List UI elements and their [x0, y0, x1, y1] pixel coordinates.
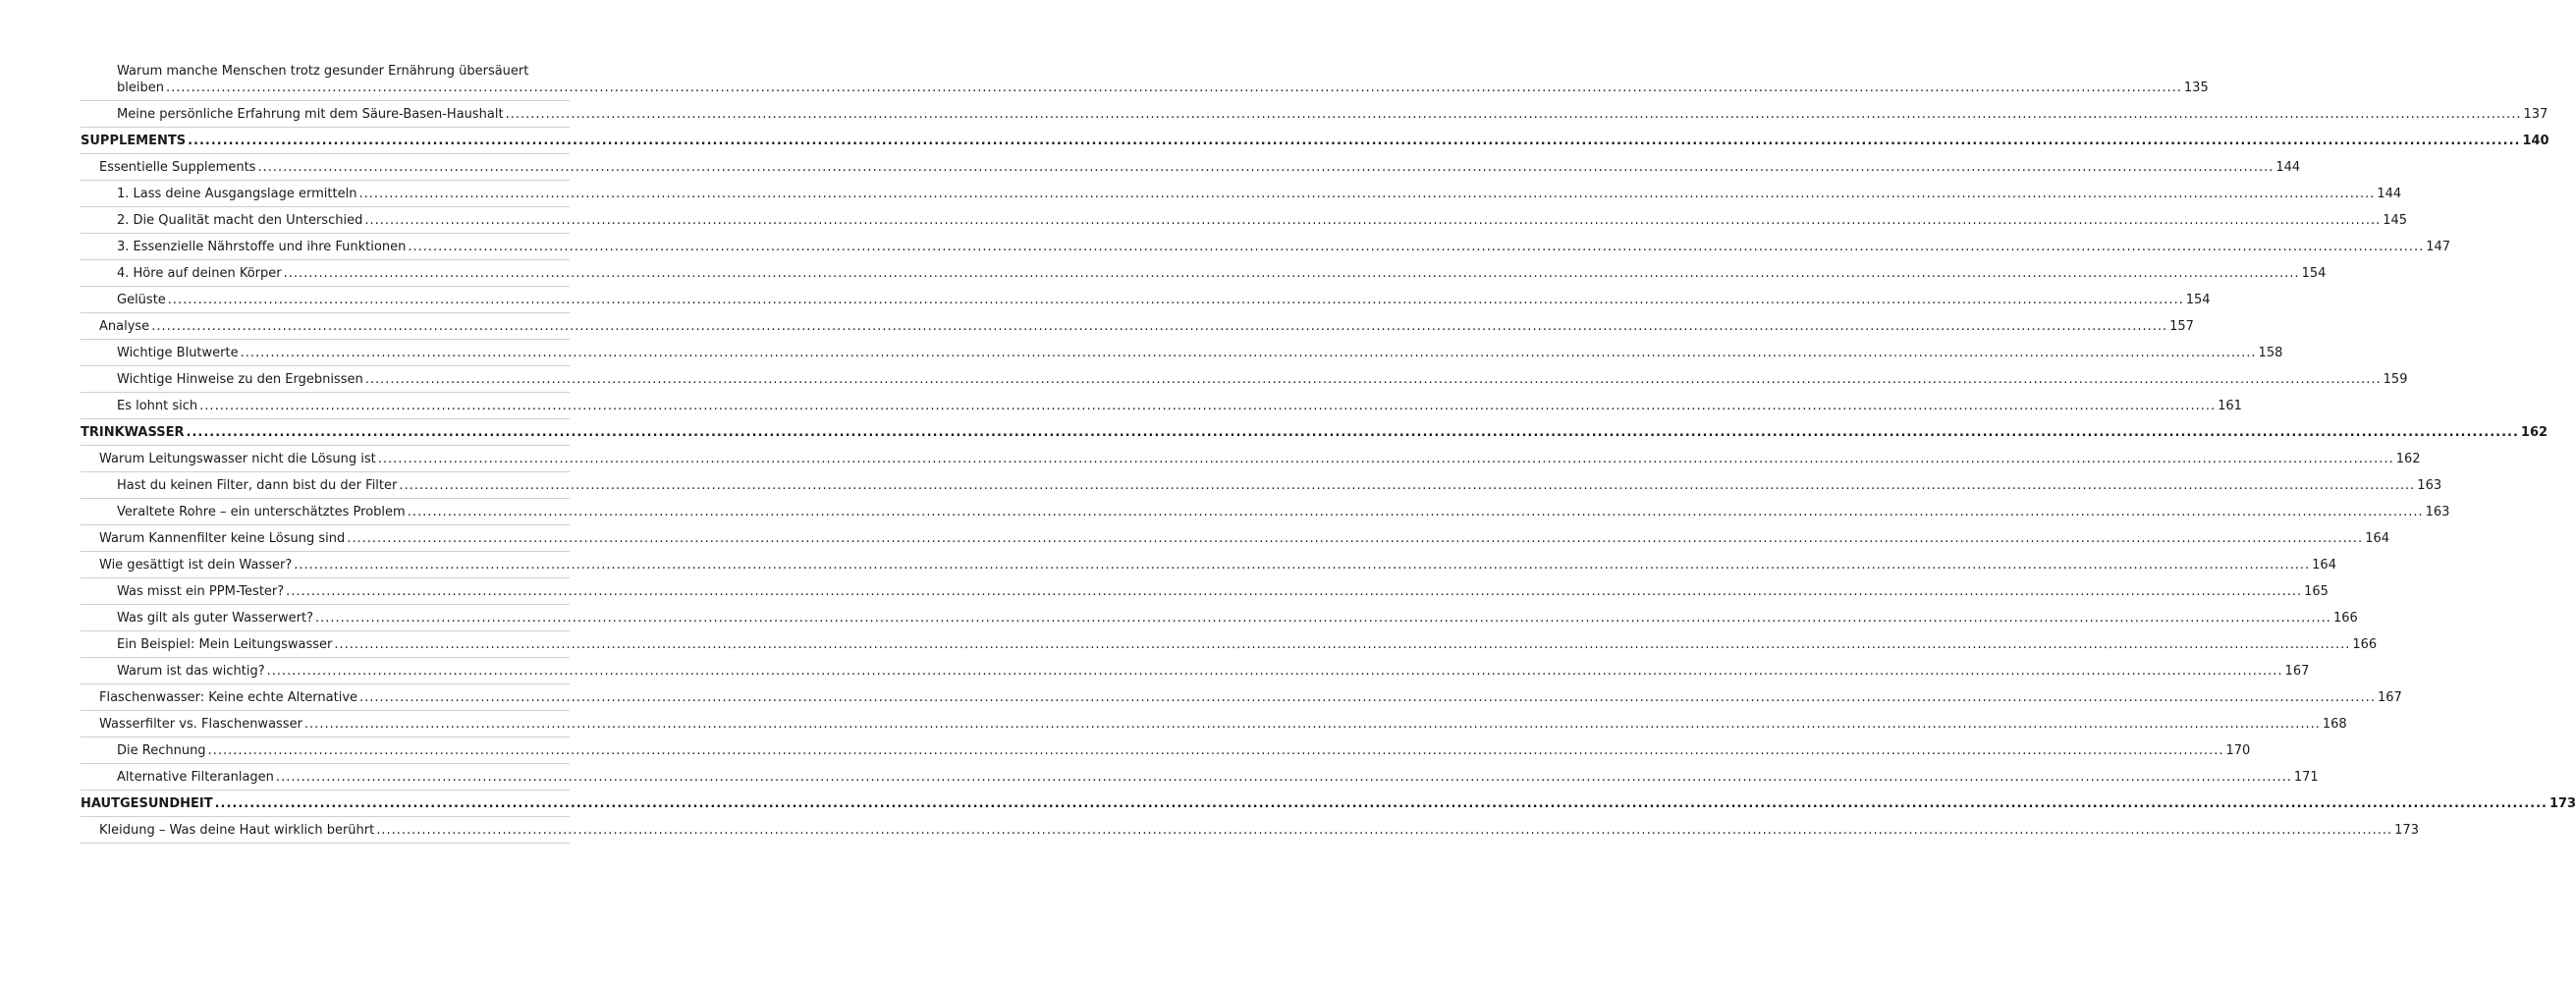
toc-entry-row: [99, 159, 2301, 176]
dot-leader: ................................................................................................................................................................................................................................................................................................................................................................................................................: [207, 743, 2224, 758]
divider: [81, 392, 570, 393]
toc-entry-title: Ein Beispiel: Mein Leitungswasser: [117, 637, 333, 652]
toc-entry-page-number: 159: [2383, 372, 2408, 387]
toc-entry-row: [117, 186, 2402, 202]
toc-entry-title: Analyse: [99, 319, 150, 334]
divider: [81, 180, 570, 181]
divider: [81, 551, 570, 552]
toc-entry-row: [99, 557, 2336, 573]
divider: [81, 604, 570, 605]
dot-leader: ................................................................................................................................................................................................................................................................................................................................................................................................................: [275, 770, 2292, 785]
toc-entry-title: 2. Die Qualität macht den Unterschied: [117, 213, 363, 228]
toc-entry-row: [117, 265, 2327, 282]
toc-entry-title: 3. Essenzielle Nährstoffe und ihre Funktionen: [117, 240, 407, 254]
divider: [81, 710, 570, 711]
toc-entry: [81, 159, 2301, 176]
toc-entry: [81, 212, 2408, 229]
toc-entry-title: Meine persönliche Erfahrung mit dem Säure-Basen-Haushalt: [117, 107, 504, 122]
dot-leader: ................................................................................................................................................................................................................................................................................................................................................................................................................: [315, 611, 2331, 626]
toc-entry-row: [117, 212, 2408, 229]
toc-entry: [81, 318, 2194, 335]
toc-entry-row: [81, 424, 2549, 441]
toc-entry: [81, 795, 2576, 812]
toc-entry-title: Alternative Filteranlagen: [117, 770, 274, 785]
toc-entry: [81, 398, 2242, 414]
toc-entry-page-number: 163: [2425, 505, 2450, 519]
toc-entry: [81, 345, 2283, 361]
divider: [81, 365, 570, 366]
toc-entry: [81, 63, 2209, 96]
toc-entry-title: Essentielle Supplements: [99, 160, 256, 175]
toc-entry-page-number: 168: [2322, 717, 2347, 732]
toc-entry-page-number: 166: [2332, 611, 2358, 626]
toc-entry-title: 4. Höre auf deinen Körper: [117, 266, 282, 281]
divider: [81, 339, 570, 340]
toc-entry-page-number: 154: [2301, 266, 2327, 281]
toc-entry: [81, 424, 2549, 441]
toc-entry: [81, 689, 2402, 706]
dot-leader: ................................................................................................................................................................................................................................................................................................................................................................................................................: [240, 346, 2257, 360]
toc-entry-row: [81, 795, 2576, 812]
toc-entry-title: Was gilt als guter Wasserwert?: [117, 611, 313, 626]
toc-entry-page-number: 154: [2185, 293, 2211, 307]
dot-leader: ................................................................................................................................................................................................................................................................................................................................................................................................................: [358, 187, 2376, 201]
dot-leader: ................................................................................................................................................................................................................................................................................................................................................................................................................: [399, 478, 2416, 493]
divider: [81, 445, 570, 446]
toc-entry-page-number: 147: [2426, 240, 2451, 254]
toc-entry: [81, 292, 2211, 308]
dot-leader: ................................................................................................................................................................................................................................................................................................................................................................................................................: [407, 505, 2424, 519]
toc-entry-row: [117, 663, 2310, 680]
divider: [81, 524, 570, 525]
toc-entry-page-number: 144: [2275, 160, 2301, 175]
toc-entry-title: SUPPLEMENTS: [81, 134, 187, 148]
toc-entry: [81, 583, 2329, 600]
toc-entry-title: Gelüste: [117, 293, 166, 307]
toc-entry-page-number: 162: [2520, 425, 2549, 440]
toc-entry-page-number: 170: [2225, 743, 2251, 758]
toc-entry: [81, 133, 2549, 149]
toc-entry-row: [117, 371, 2408, 388]
toc-entry-page-number: 145: [2383, 213, 2408, 228]
toc-entry-row: [99, 689, 2402, 706]
divider: [81, 790, 570, 791]
divider: [81, 736, 570, 737]
toc-entry-page-number: 144: [2377, 187, 2402, 201]
toc-entry: [81, 530, 2390, 547]
toc-entry: [81, 239, 2451, 255]
divider: [81, 233, 570, 234]
toc-entry-row: [117, 742, 2251, 759]
toc-entry: [81, 557, 2336, 573]
toc-entry-page-number: 166: [2352, 637, 2378, 652]
toc-entry: [81, 742, 2251, 759]
toc-entry-page-number: 162: [2395, 452, 2421, 466]
dot-leader: ................................................................................................................................................................................................................................................................................................................................................................................................................: [359, 690, 2376, 705]
toc-entry: [81, 716, 2347, 733]
toc-entry-row: [99, 318, 2194, 335]
toc-entry-title: Was misst ein PPM-Tester?: [117, 584, 285, 599]
divider: [81, 286, 570, 287]
toc-entry-row: [117, 769, 2319, 786]
dot-leader: ................................................................................................................................................................................................................................................................................................................................................................................................................: [188, 134, 2521, 148]
toc-entry: [81, 504, 2450, 520]
toc-entry: [81, 451, 2421, 467]
divider: [81, 418, 570, 419]
toc-entry-row: [117, 345, 2283, 361]
divider: [81, 206, 570, 207]
toc-entry-page-number: 167: [2284, 664, 2310, 679]
dot-leader: ................................................................................................................................................................................................................................................................................................................................................................................................................: [377, 452, 2394, 466]
toc-entry-page-number: 161: [2218, 399, 2242, 413]
toc-entry-page-number: 157: [2169, 319, 2194, 334]
toc-entry-page-number: 171: [2293, 770, 2319, 785]
dot-leader: ................................................................................................................................................................................................................................................................................................................................................................................................................: [376, 823, 2393, 838]
toc-entry-page-number: 167: [2377, 690, 2402, 705]
toc-entry-title: Warum ist das wichtig?: [117, 664, 265, 679]
dot-leader: ................................................................................................................................................................................................................................................................................................................................................................................................................: [286, 584, 2303, 599]
toc-entry-title: Flaschenwasser: Keine echte Alternative: [99, 690, 358, 705]
toc-entry-row: [117, 504, 2450, 520]
dot-leader: ................................................................................................................................................................................................................................................................................................................................................................................................................: [347, 531, 2364, 546]
toc-entry-row: [117, 292, 2211, 308]
dot-leader: ................................................................................................................................................................................................................................................................................................................................................................................................................: [505, 107, 2522, 122]
toc-entry-title: Veraltete Rohre – ein unterschätztes Problem: [117, 505, 406, 519]
toc-entry-row: [117, 583, 2329, 600]
toc-entry: [81, 822, 2419, 839]
toc-entry: [81, 106, 2549, 123]
toc-entry-title: Es lohnt sich: [117, 399, 198, 413]
toc-entry-page-number: 140: [2522, 134, 2549, 148]
divider: [81, 630, 570, 631]
divider: [81, 763, 570, 764]
toc-entry-title: TRINKWASSER: [81, 425, 185, 440]
toc-entry-title: Kleidung – Was deine Haut wirklich berührt: [99, 823, 375, 838]
dot-leader: ................................................................................................................................................................................................................................................................................................................................................................................................................: [214, 796, 2548, 811]
divider: [81, 127, 570, 128]
dot-leader: ................................................................................................................................................................................................................................................................................................................................................................................................................: [294, 558, 2311, 573]
toc-entry: [81, 636, 2378, 653]
toc-entry-row: [117, 610, 2358, 627]
toc-entry-title: Wie gesättigt ist dein Wasser?: [99, 558, 293, 573]
toc-entry-row: [99, 822, 2419, 839]
toc-entry-title: HAUTGESUNDHEIT: [81, 796, 213, 811]
table-of-contents: [81, 63, 2576, 848]
toc-entry-page-number: 158: [2258, 346, 2283, 360]
toc-entry-title: Wasserfilter vs. Flaschenwasser: [99, 717, 302, 732]
toc-entry-title: Warum Kannenfilter keine Lösung sind: [99, 531, 346, 546]
toc-entry-title: Wichtige Blutwerte: [117, 346, 239, 360]
divider: [81, 312, 570, 313]
toc-entry: [81, 371, 2408, 388]
dot-leader: ................................................................................................................................................................................................................................................................................................................................................................................................................: [257, 160, 2275, 175]
divider: [81, 843, 570, 844]
divider: [81, 577, 570, 578]
toc-entry-page-number: 137: [2523, 107, 2549, 122]
toc-entry-page-number: 165: [2304, 584, 2329, 599]
dot-leader: ................................................................................................................................................................................................................................................................................................................................................................................................................: [283, 266, 2300, 281]
toc-entry: [81, 265, 2327, 282]
dot-leader: ................................................................................................................................................................................................................................................................................................................................................................................................................: [364, 213, 2382, 228]
toc-entry: [81, 769, 2319, 786]
divider: [81, 657, 570, 658]
toc-entry-row: [99, 530, 2390, 547]
toc-entry-row: [99, 451, 2421, 467]
dot-leader: ................................................................................................................................................................................................................................................................................................................................................................................................................: [303, 717, 2321, 732]
toc-entry-page-number: 135: [2183, 81, 2209, 95]
dot-leader: ................................................................................................................................................................................................................................................................................................................................................................................................................: [186, 425, 2519, 440]
dot-leader: ................................................................................................................................................................................................................................................................................................................................................................................................................: [266, 664, 2283, 679]
toc-entry-title-line1: Warum manche Menschen trotz gesunder Ernährung übersäuert: [117, 64, 529, 79]
toc-entry-title: Wichtige Hinweise zu den Ergebnissen: [117, 372, 363, 387]
divider: [81, 683, 570, 684]
divider: [81, 498, 570, 499]
toc-entry-row: [117, 239, 2451, 255]
toc-entry-row: [99, 716, 2347, 733]
toc-entry-row: [117, 80, 2209, 96]
dot-leader: ................................................................................................................................................................................................................................................................................................................................................................................................................: [167, 293, 2184, 307]
toc-entry-row: [117, 636, 2378, 653]
toc-entry-row: [81, 133, 2549, 149]
toc-entry-page-number: 164: [2365, 531, 2390, 546]
divider: [81, 816, 570, 817]
toc-entry-page-number: 163: [2417, 478, 2442, 493]
toc-entry-row: [117, 398, 2242, 414]
divider: [81, 471, 570, 472]
toc-entry-title: 1. Lass deine Ausgangslage ermitteln: [117, 187, 357, 201]
toc-entry-page-number: 173: [2394, 823, 2419, 838]
toc-entry-row: [117, 477, 2442, 494]
divider: [81, 259, 570, 260]
toc-entry: [81, 477, 2442, 494]
toc-entry: [81, 663, 2310, 680]
toc-entry-title: Hast du keinen Filter, dann bist du der Filter: [117, 478, 398, 493]
divider: [81, 100, 570, 101]
toc-entry-page-number: 173: [2549, 796, 2576, 811]
dot-leader: ................................................................................................................................................................................................................................................................................................................................................................................................................: [151, 319, 2168, 334]
toc-entry-row: [117, 106, 2549, 123]
dot-leader: ................................................................................................................................................................................................................................................................................................................................................................................................................: [199, 399, 2217, 413]
divider: [81, 153, 570, 154]
toc-entry: [81, 186, 2402, 202]
toc-entry-title: bleiben: [117, 81, 164, 95]
toc-entry-title: Warum Leitungswasser nicht die Lösung ist: [99, 452, 376, 466]
toc-entry-page-number: 164: [2312, 558, 2336, 573]
toc-entry-title: Die Rechnung: [117, 743, 206, 758]
dot-leader: ................................................................................................................................................................................................................................................................................................................................................................................................................: [364, 372, 2382, 387]
dot-leader: ................................................................................................................................................................................................................................................................................................................................................................................................................: [165, 81, 2182, 95]
toc-entry: [81, 610, 2358, 627]
dot-leader: ................................................................................................................................................................................................................................................................................................................................................................................................................: [408, 240, 2425, 254]
dot-leader: ................................................................................................................................................................................................................................................................................................................................................................................................................: [334, 637, 2351, 652]
